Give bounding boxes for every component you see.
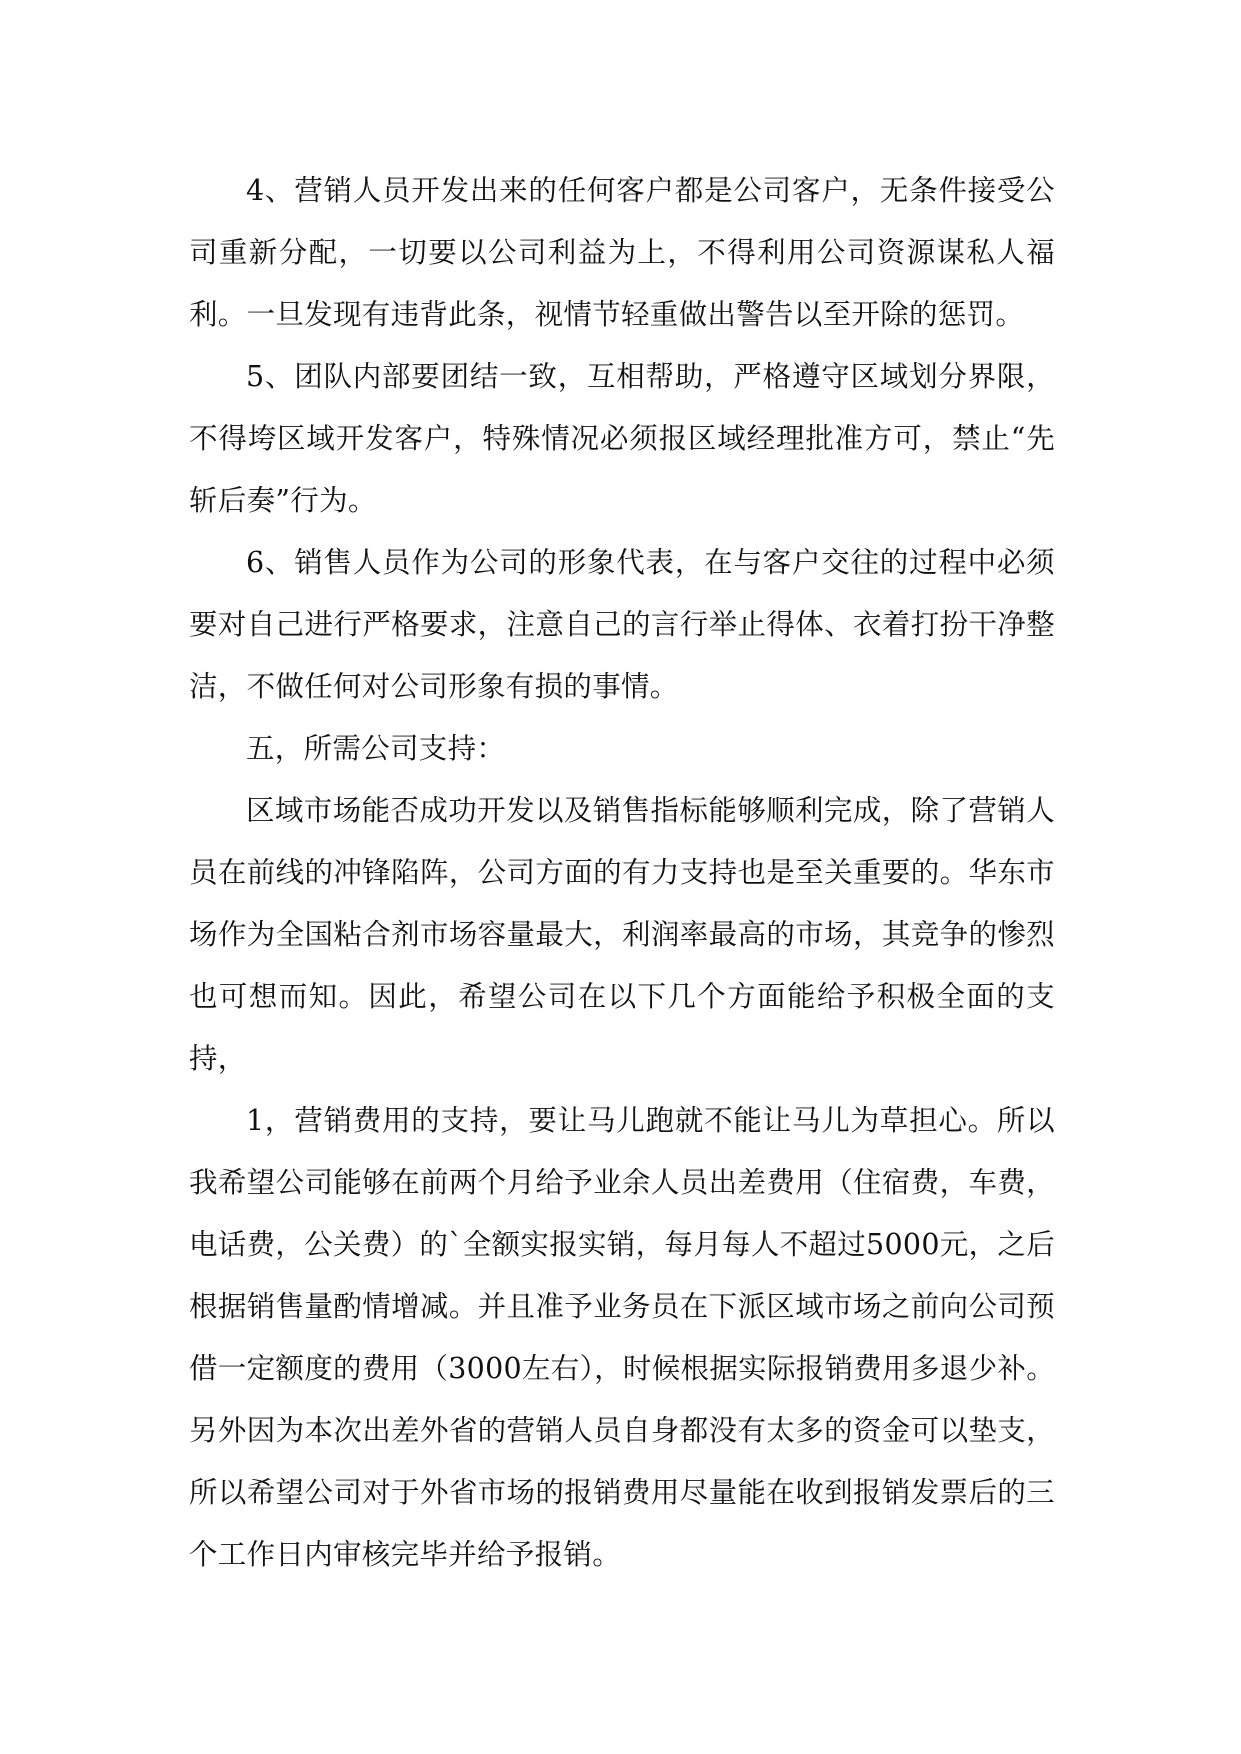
- document-body: [189, 160, 1055, 1586]
- paragraph-support-intro: 区域市场能否成功开发以及销售指标能够顺利完成，除了营销人员在前线的冲锋陷阵，公司方面的有力支持也是至关重要的。华东市场作为全国粘合剂市场容量最大，利润率最高的市场，其竞争的惨烈也可想而知。因此，希望公司在以下几个方面能给予积极全面的支持，: [189, 794, 1055, 1075]
- paragraph-rule-5: 5、团队内部要团结一致，互相帮助，严格遵守区域划分界限，不得垮区域开发客户，特殊情况必须报区域经理批准方可，禁止“先斩后奏”行为。: [189, 360, 1055, 517]
- section-heading-company-support: 五，所需公司支持：: [246, 732, 506, 765]
- paragraph-support-1-marketing-costs: 1，营销费用的支持，要让马儿跑就不能让马儿为草担心。所以我希望公司能够在前两个月给予业余人员出差费用（住宿费，车费，电话费，公关费）的`全额实报实销，每月每人不超过5000元，之后根据销售量酌情增减。并且准予业务员在下派区域市场之前向公司预借一定额度的费用（3000左右），时候根据实际报销费用多退少补。另外因为本次出差外省的营销人员自身都没有太多的资金可以垫支，所以希望公司对于外省市场的报销费用尽量能在收到报销发票后的三个工作日内审核完毕并给予报销。: [189, 1104, 1055, 1571]
- paragraph-rule-4: 4、营销人员开发出来的任何客户都是公司客户，无条件接受公司重新分配，一切要以公司利益为上，不得利用公司资源谋私人福利。一旦发现有违背此条，视情节轻重做出警告以至开除的惩罚。: [189, 174, 1055, 331]
- paragraph-rule-6: 6、销售人员作为公司的形象代表，在与客户交往的过程中必须要对自己进行严格要求，注意自己的言行举止得体、衣着打扮干净整洁，不做任何对公司形象有损的事情。: [189, 546, 1055, 703]
